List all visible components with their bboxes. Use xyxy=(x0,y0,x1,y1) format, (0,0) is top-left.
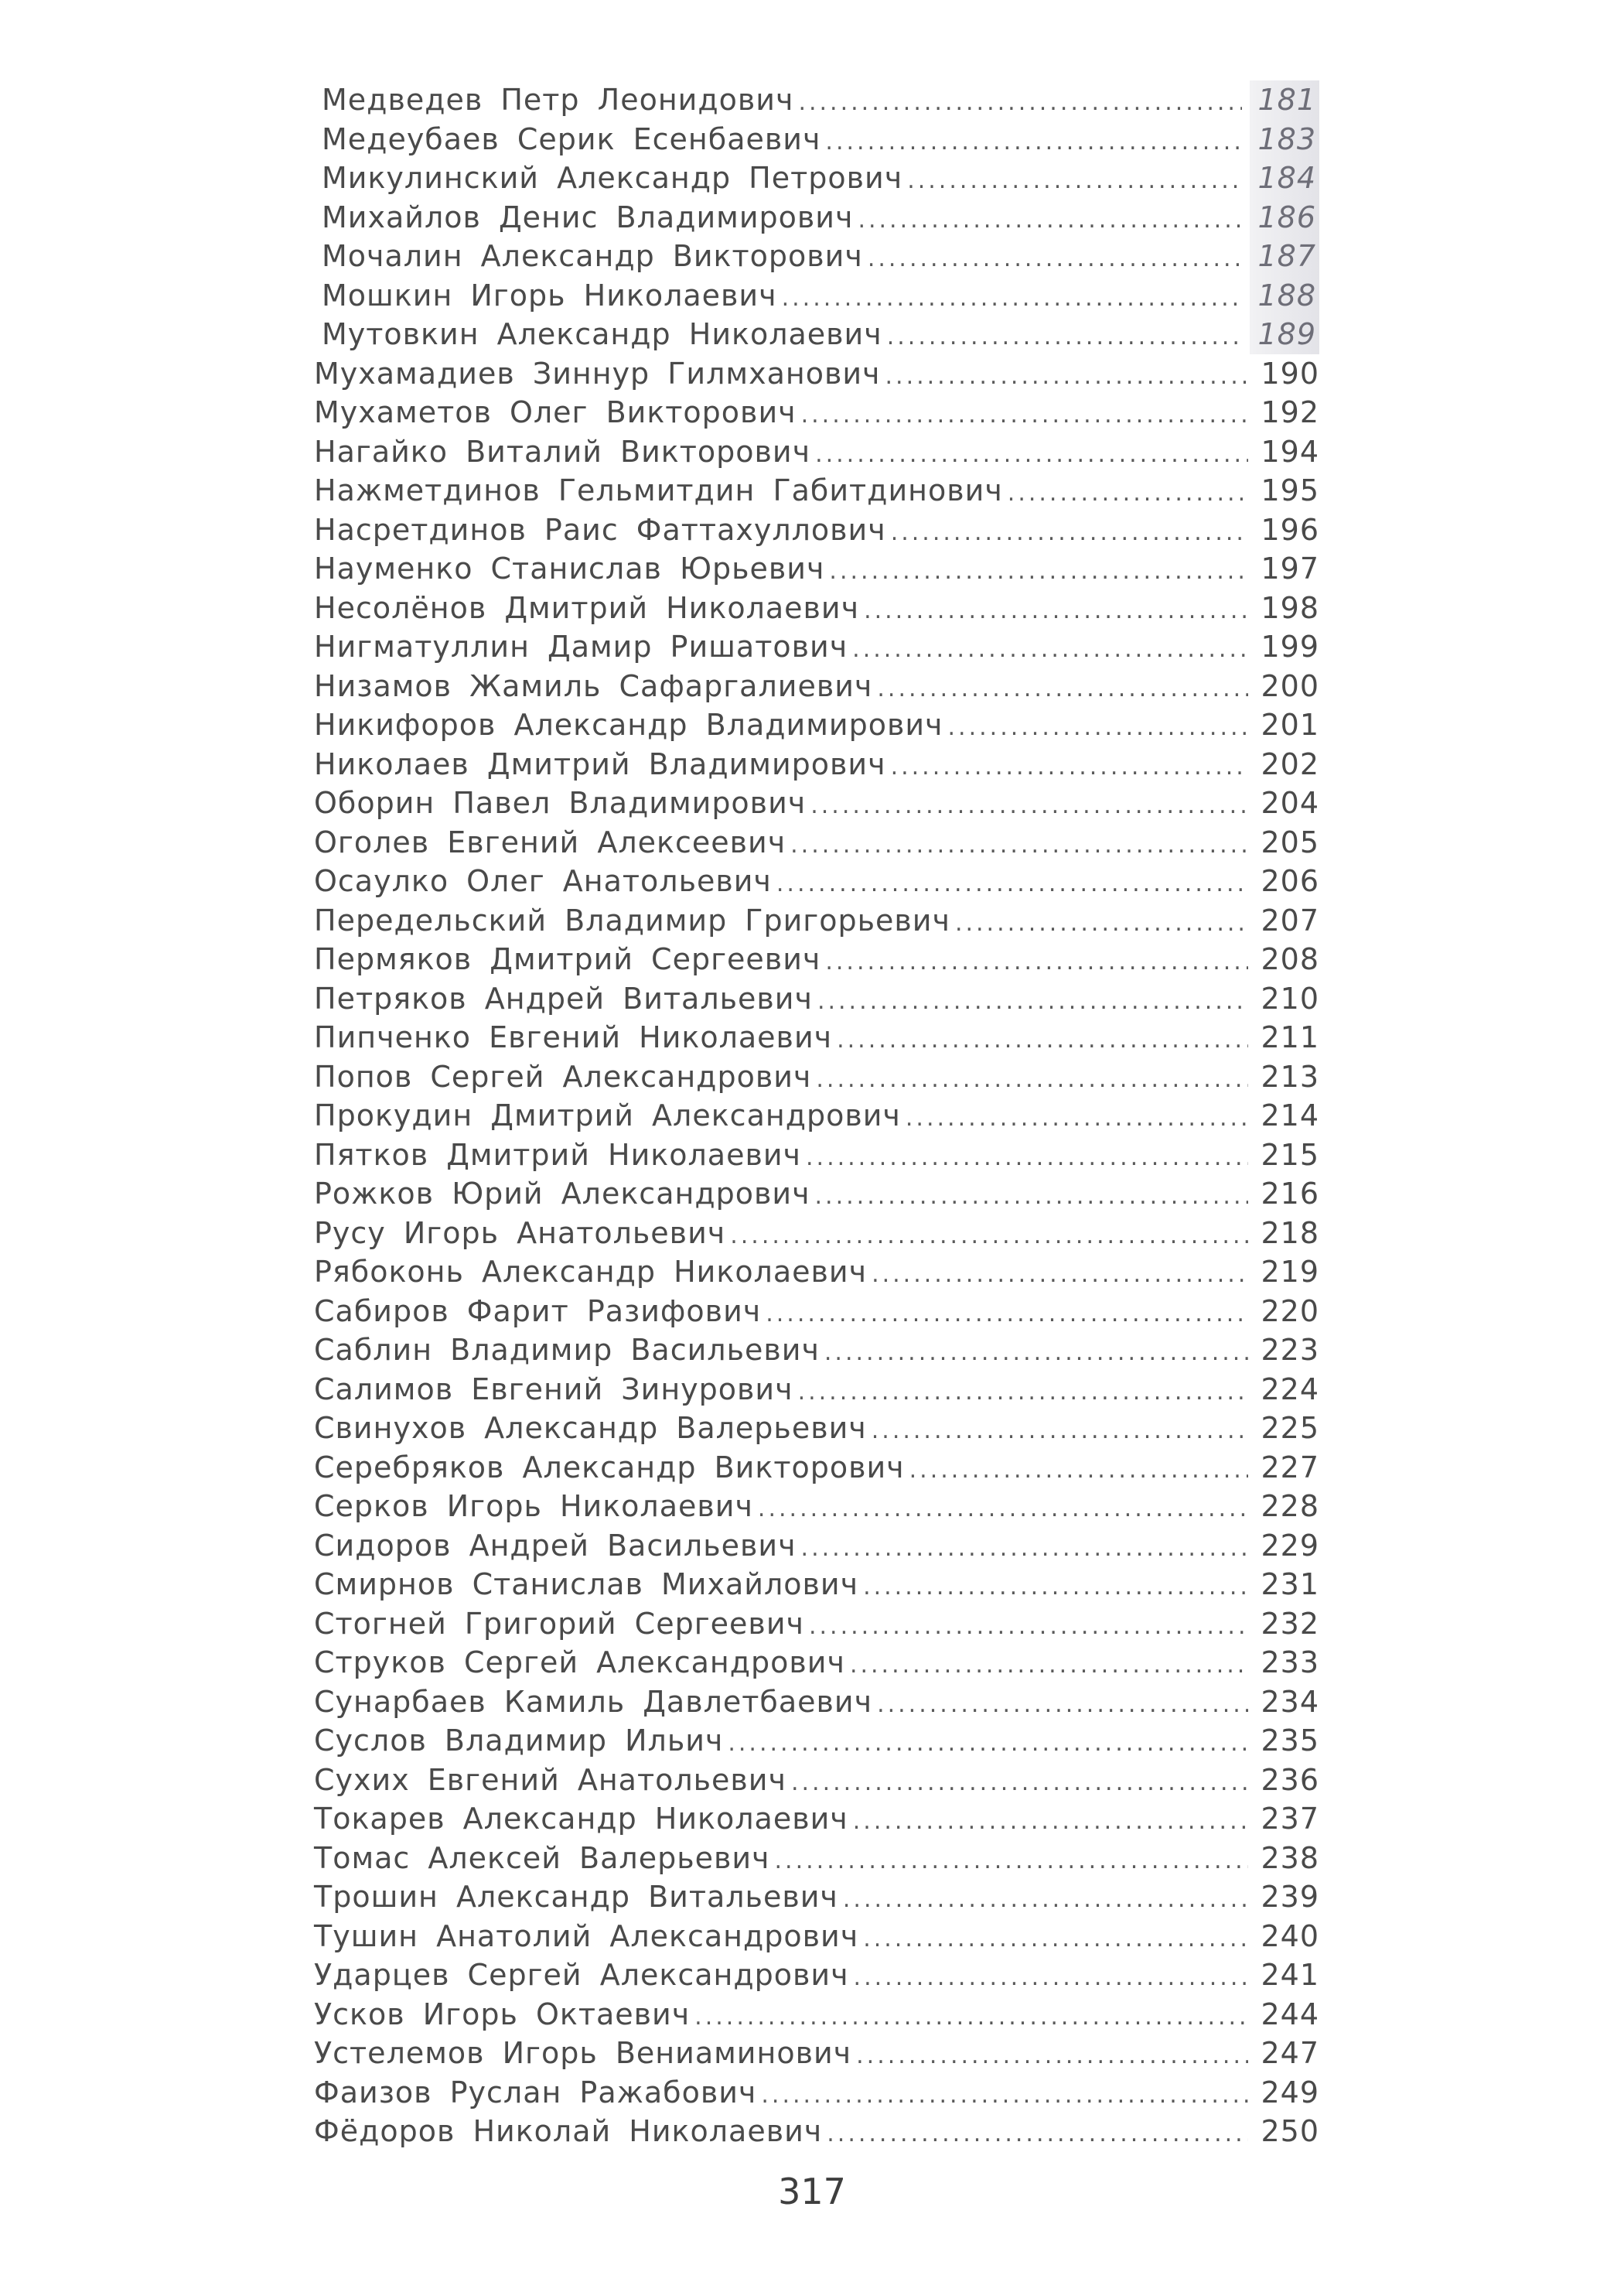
toc-entry-name: Нажметдинов Гельмитдин Габитдинович xyxy=(314,473,1003,507)
dot-leader xyxy=(837,1021,1248,1061)
toc-entry-page: 184 xyxy=(1250,159,1319,198)
toc-entry xyxy=(314,1331,1319,1370)
toc-entry-page: 244 xyxy=(1261,1997,1319,2031)
toc-entry-page: 231 xyxy=(1261,1567,1319,1601)
toc-entry-name: Медеубаев Серик Есенбаевич xyxy=(322,121,821,156)
dot-leader xyxy=(761,2076,1248,2116)
toc-entry-page: 236 xyxy=(1261,1762,1319,1797)
toc-entry-page: 181 xyxy=(1250,80,1319,120)
toc-entry-page: 234 xyxy=(1261,1684,1319,1719)
dot-leader xyxy=(730,1217,1248,1256)
toc-entry-page: 232 xyxy=(1261,1606,1319,1641)
toc-entry xyxy=(314,1487,1319,1526)
toc-entry-name: Салимов Евгений Зинурович xyxy=(314,1372,793,1406)
dot-leader xyxy=(790,826,1248,866)
toc-entry-page: 207 xyxy=(1261,903,1319,938)
dot-leader xyxy=(758,1490,1248,1529)
toc-entry xyxy=(314,1604,1319,1644)
dot-leader xyxy=(853,1802,1248,1842)
toc-entry-page: 202 xyxy=(1261,746,1319,781)
dot-leader xyxy=(728,1724,1248,1764)
toc-entry-name: Серебряков Александр Викторович xyxy=(314,1450,905,1484)
toc-entry-page: 187 xyxy=(1250,237,1319,276)
toc-entry-page: 238 xyxy=(1261,1840,1319,1875)
dot-leader xyxy=(809,1607,1248,1647)
toc-entry xyxy=(314,1252,1319,1292)
dot-leader xyxy=(858,201,1242,241)
toc-entry xyxy=(314,1136,1319,1175)
toc-entry xyxy=(314,1526,1319,1566)
toc-entry-name: Сунарбаев Камиль Давлетбаевич xyxy=(314,1684,873,1719)
toc-entry xyxy=(314,1995,1319,2034)
toc-entry xyxy=(314,1292,1319,1331)
toc-entry-page: 225 xyxy=(1261,1411,1319,1445)
toc-entry xyxy=(314,1721,1319,1761)
toc-entry-name: Несолёнов Дмитрий Николаевич xyxy=(314,590,860,625)
toc-entry-page: 220 xyxy=(1261,1293,1319,1328)
toc-entry-page: 235 xyxy=(1261,1723,1319,1758)
toc-entry-page: 227 xyxy=(1261,1450,1319,1484)
toc-entry-name: Пермяков Дмитрий Сергеевич xyxy=(314,942,821,976)
toc-entry-name: Пятков Дмитрий Николаевич xyxy=(314,1137,801,1172)
dot-leader xyxy=(948,709,1248,748)
toc-entry-page: 211 xyxy=(1261,1020,1319,1054)
dot-leader xyxy=(863,1920,1248,1959)
toc-entry-name: Петряков Андрей Витальевич xyxy=(314,981,813,1016)
dot-leader xyxy=(955,904,1248,944)
toc-entry-name: Токарев Александр Николаевич xyxy=(314,1802,848,1836)
dot-leader xyxy=(891,514,1248,553)
toc-entry-name: Сухих Евгений Анатольевич xyxy=(314,1762,786,1797)
dot-leader xyxy=(791,1764,1248,1803)
toc-entry-name: Мошкин Игорь Николаевич xyxy=(322,278,777,313)
toc-entry xyxy=(314,1214,1319,1253)
toc-entry xyxy=(314,159,1319,198)
toc-entry-page: 204 xyxy=(1261,786,1319,820)
dot-leader xyxy=(806,1139,1248,1178)
toc-entry-name: Пипченко Евгений Николаевич xyxy=(314,1020,833,1054)
toc-entry-name: Рябоконь Александр Николаевич xyxy=(314,1255,868,1289)
toc-entry-page: 194 xyxy=(1261,434,1319,469)
toc-entry-page: 200 xyxy=(1261,668,1319,703)
dot-leader xyxy=(801,1529,1248,1569)
dot-leader xyxy=(843,1881,1248,1920)
toc-entry-page: 198 xyxy=(1261,590,1319,625)
toc-entry-name: Насретдинов Раис Фаттахуллович xyxy=(314,512,886,547)
dot-leader xyxy=(827,2115,1248,2154)
toc-entry-name: Мутовкин Александр Николаевич xyxy=(322,317,882,351)
toc-entry-page: 206 xyxy=(1261,864,1319,898)
dot-leader xyxy=(885,357,1249,397)
toc-entry-page: 233 xyxy=(1261,1645,1319,1679)
toc-entry-page: 228 xyxy=(1261,1489,1319,1523)
dot-leader xyxy=(887,318,1242,357)
toc-entry-page: 219 xyxy=(1261,1255,1319,1289)
toc-entry-name: Смирнов Станислав Михайлович xyxy=(314,1567,859,1601)
toc-entry xyxy=(314,1799,1319,1839)
toc-entry xyxy=(314,2034,1319,2073)
dot-leader xyxy=(909,1451,1248,1491)
table-of-contents xyxy=(314,80,1319,2151)
toc-entry xyxy=(314,432,1319,472)
toc-entry-name: Никифоров Александр Владимирович xyxy=(314,708,943,742)
toc-entry xyxy=(314,667,1319,706)
toc-entry-name: Осаулко Олег Анатольевич xyxy=(314,864,772,898)
toc-entry-page: 189 xyxy=(1250,315,1319,354)
toc-entry-page: 183 xyxy=(1250,120,1319,159)
toc-entry-name: Стогней Григорий Сергеевич xyxy=(314,1606,804,1641)
toc-entry-name: Медведев Петр Леонидович xyxy=(322,83,794,117)
toc-entry xyxy=(314,823,1319,863)
dot-leader xyxy=(907,162,1242,201)
toc-entry-page: 208 xyxy=(1261,942,1319,976)
dot-leader xyxy=(856,2037,1248,2076)
toc-entry xyxy=(314,1057,1319,1097)
toc-entry-name: Усков Игорь Октаевич xyxy=(314,1997,691,2031)
toc-entry-name: Мочалин Александр Викторович xyxy=(322,239,863,273)
toc-entry-page: 237 xyxy=(1261,1802,1319,1836)
toc-entry xyxy=(314,198,1319,237)
dot-leader xyxy=(872,1255,1248,1295)
toc-entry-name: Прокудин Дмитрий Александрович xyxy=(314,1098,901,1132)
toc-entry-page: 192 xyxy=(1261,395,1319,429)
toc-entry-name: Фёдоров Николай Николаевич xyxy=(314,2114,823,2148)
toc-entry xyxy=(314,901,1319,941)
toc-entry xyxy=(314,745,1319,784)
dot-leader xyxy=(766,1295,1248,1334)
toc-entry-name: Низамов Жамиль Сафаргалиевич xyxy=(314,668,873,703)
toc-entry xyxy=(314,237,1319,276)
dot-leader xyxy=(798,84,1242,123)
toc-entry-page: 205 xyxy=(1261,825,1319,859)
dot-leader xyxy=(829,552,1248,592)
dot-leader xyxy=(877,1686,1248,1725)
toc-entry-name: Суслов Владимир Ильич xyxy=(314,1723,724,1758)
dot-leader xyxy=(815,436,1248,475)
toc-entry xyxy=(314,1448,1319,1488)
toc-entry xyxy=(314,2112,1319,2151)
dot-leader xyxy=(815,1177,1248,1217)
toc-entry-name: Тушин Анатолий Александрович xyxy=(314,1918,859,1953)
toc-entry xyxy=(314,1096,1319,1136)
toc-entry xyxy=(314,589,1319,628)
dot-leader xyxy=(801,396,1248,436)
dot-leader xyxy=(872,1412,1248,1451)
toc-entry-page: 239 xyxy=(1261,1880,1319,1914)
dot-leader xyxy=(810,787,1248,826)
toc-entry-name: Струков Сергей Александрович xyxy=(314,1645,845,1679)
toc-entry xyxy=(314,511,1319,550)
dot-leader xyxy=(825,123,1242,162)
dot-leader xyxy=(852,630,1248,670)
dot-leader xyxy=(782,279,1242,319)
toc-entry xyxy=(314,276,1319,316)
toc-entry xyxy=(314,1682,1319,1722)
toc-entry xyxy=(314,393,1319,432)
toc-entry-name: Мухамадиев Зиннур Гилмханович xyxy=(314,356,881,391)
toc-entry-page: 197 xyxy=(1261,552,1319,586)
toc-entry-page: 214 xyxy=(1261,1098,1319,1132)
toc-entry xyxy=(314,1409,1319,1448)
dot-leader xyxy=(776,865,1248,904)
toc-entry xyxy=(314,1956,1319,1995)
dot-leader xyxy=(854,1959,1248,1998)
toc-entry-name: Мухаметов Олег Викторович xyxy=(314,395,797,429)
toc-entry-page: 247 xyxy=(1261,2036,1319,2070)
toc-entry-name: Нигматуллин Дамир Ришатович xyxy=(314,630,848,664)
toc-entry-page: 240 xyxy=(1261,1918,1319,1953)
toc-entry-page: 186 xyxy=(1250,198,1319,237)
toc-entry-name: Саблин Владимир Васильевич xyxy=(314,1333,820,1367)
toc-entry xyxy=(314,1018,1319,1057)
toc-entry-name: Русу Игорь Анатольевич xyxy=(314,1215,726,1250)
toc-entry-name: Передельский Владимир Григорьевич xyxy=(314,903,950,938)
dot-leader xyxy=(817,982,1248,1022)
toc-entry-name: Рожков Юрий Александрович xyxy=(314,1177,810,1211)
dot-leader xyxy=(816,1061,1248,1100)
toc-entry-name: Микулинский Александр Петрович xyxy=(322,161,903,195)
toc-entry xyxy=(314,120,1319,159)
toc-entry-page: 188 xyxy=(1250,276,1319,316)
toc-entry xyxy=(314,1761,1319,1800)
toc-entry-name: Михайлов Денис Владимирович xyxy=(322,200,854,234)
toc-entry-page: 229 xyxy=(1261,1528,1319,1563)
toc-entry xyxy=(314,1565,1319,1604)
toc-entry xyxy=(314,627,1319,667)
toc-entry-page: 196 xyxy=(1261,512,1319,547)
toc-entry-name: Нагайко Виталий Викторович xyxy=(314,434,811,469)
dot-leader xyxy=(877,670,1248,709)
toc-entry-page: 195 xyxy=(1261,473,1319,507)
toc-entry-name: Николаев Дмитрий Владимирович xyxy=(314,746,886,781)
toc-entry xyxy=(314,549,1319,589)
toc-entry xyxy=(314,1839,1319,1878)
toc-entry-page: 249 xyxy=(1261,2075,1319,2109)
toc-entry-name: Попов Сергей Александрович xyxy=(314,1059,812,1094)
toc-entry xyxy=(314,1877,1319,1917)
toc-entry-name: Сабиров Фарит Разифович xyxy=(314,1293,762,1328)
toc-entry-name: Оголев Евгений Алексеевич xyxy=(314,825,786,859)
toc-entry xyxy=(314,2073,1319,2113)
dot-leader xyxy=(864,592,1248,631)
toc-entry-name: Трошин Александр Витальевич xyxy=(314,1880,838,1914)
toc-entry-name: Устелемов Игорь Вениаминович xyxy=(314,2036,852,2070)
toc-entry xyxy=(314,80,1319,120)
toc-entry-name: Оборин Павел Владимирович xyxy=(314,786,807,820)
toc-entry xyxy=(314,940,1319,979)
toc-entry-name: Ударцев Сергей Александрович xyxy=(314,1958,849,1992)
dot-leader xyxy=(863,1568,1248,1607)
dot-leader xyxy=(850,1646,1248,1686)
toc-entry-name: Фаизов Руслан Ражабович xyxy=(314,2075,757,2109)
dot-leader xyxy=(1008,474,1248,514)
toc-entry-name: Свинухов Александр Валерьевич xyxy=(314,1411,867,1445)
toc-entry-page: 201 xyxy=(1261,708,1319,742)
toc-entry xyxy=(314,862,1319,901)
toc-entry-name: Сидоров Андрей Васильевич xyxy=(314,1528,797,1563)
toc-entry-page: 218 xyxy=(1261,1215,1319,1250)
dot-leader xyxy=(694,1998,1248,2038)
toc-entry-page: 224 xyxy=(1261,1372,1319,1406)
toc-entry xyxy=(314,979,1319,1019)
dot-leader xyxy=(824,1334,1248,1373)
dot-leader xyxy=(891,748,1248,787)
toc-entry-page: 216 xyxy=(1261,1177,1319,1211)
dot-leader xyxy=(798,1373,1248,1413)
toc-entry xyxy=(314,315,1319,354)
toc-entry xyxy=(314,1174,1319,1214)
toc-entry xyxy=(314,1643,1319,1682)
toc-entry-page: 241 xyxy=(1261,1958,1319,1992)
toc-entry-name: Науменко Станислав Юрьевич xyxy=(314,552,825,586)
toc-entry-page: 223 xyxy=(1261,1333,1319,1367)
dot-leader xyxy=(825,943,1248,982)
toc-entry-name: Томас Алексей Валерьевич xyxy=(314,1840,770,1875)
toc-entry-page: 190 xyxy=(1261,356,1319,391)
dot-leader xyxy=(906,1099,1248,1139)
dot-leader xyxy=(775,1842,1248,1881)
toc-entry-page: 213 xyxy=(1261,1059,1319,1094)
toc-entry xyxy=(314,1917,1319,1956)
dot-leader xyxy=(868,240,1242,279)
toc-entry-page: 210 xyxy=(1261,981,1319,1016)
toc-entry-name: Серков Игорь Николаевич xyxy=(314,1489,753,1523)
toc-entry-page: 199 xyxy=(1261,630,1319,664)
toc-entry xyxy=(314,705,1319,745)
toc-entry-page: 215 xyxy=(1261,1137,1319,1172)
toc-entry xyxy=(314,471,1319,511)
toc-entry xyxy=(314,1370,1319,1409)
toc-entry-page: 250 xyxy=(1261,2114,1319,2148)
page-number: 317 xyxy=(778,2171,846,2212)
toc-entry xyxy=(314,354,1319,394)
toc-entry xyxy=(314,784,1319,823)
